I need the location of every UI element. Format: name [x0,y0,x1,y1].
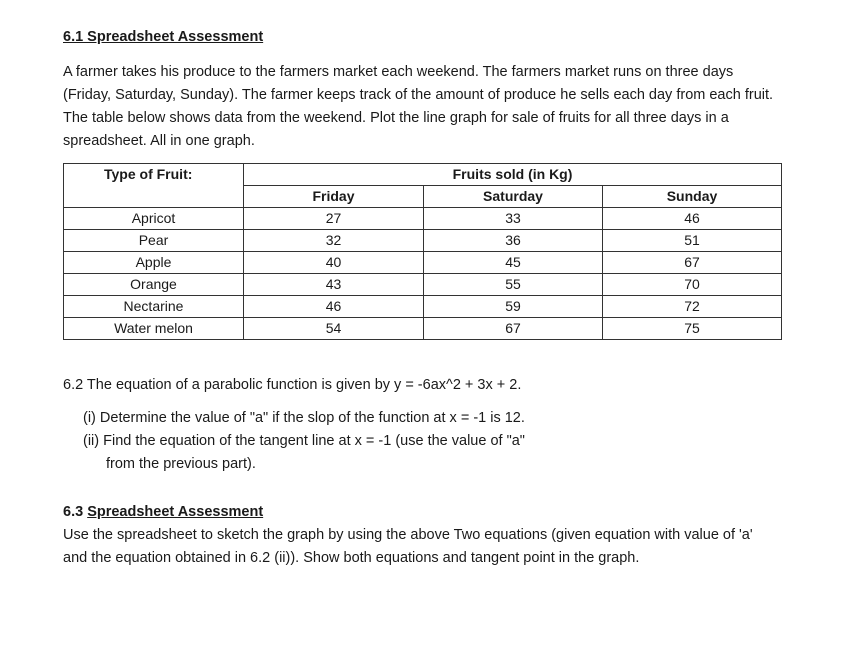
cell-sunday: 46 [603,208,782,230]
section-6-2-parts [83,407,603,476]
cell-saturday: 36 [424,230,603,252]
part-ii-text: (ii) Find the equation of the tangent line at x = -1 (use the value of "a" [83,433,525,449]
cell-friday: 40 [244,252,424,274]
document-page [63,27,783,570]
section-6-3-number: 6.3 [63,504,88,520]
cell-friday: 32 [244,230,424,252]
fruits-sold-header: Fruits sold (in Kg) [244,164,782,186]
cell-friday: 27 [244,208,424,230]
section-6-2-intro: 6.2 The equation of a parabolic function is given by y = -6ax^2 + 3x + 2. [63,377,522,393]
cell-sunday: 51 [603,230,782,252]
day-header-friday: Friday [244,186,424,208]
day-header-sunday: Sunday [603,186,782,208]
fruit-name: Orange [64,274,244,296]
cell-saturday: 45 [424,252,603,274]
cell-friday: 46 [244,296,424,318]
fruit-name: Apricot [64,208,244,230]
cell-saturday: 59 [424,296,603,318]
table-row [64,318,782,340]
section-6-3-title: Spreadsheet Assessment [87,504,264,520]
cell-friday: 54 [244,318,424,340]
cell-sunday: 75 [603,318,782,340]
table-header-row [64,164,782,186]
table-row [64,208,782,230]
cell-saturday: 33 [424,208,603,230]
section-6-3-heading [63,502,783,522]
table-row [64,274,782,296]
day-header-saturday: Saturday [424,186,603,208]
section-6-3-body: Use the spreadsheet to sketch the graph by using the above Two equations (given equation with value of 'a' and the equation obtained in 6.2 (ii)). Show both equations and tangent point in the graph. [63,527,753,566]
section-6-1-paragraph: A farmer takes his produce to the farmers market each weekend. The farmers market runs on three days (Friday, Saturday, Sunday). The farmer keeps track of the amount of produce he sells each day from each fruit. The table below shows data from the weekend. Plot the line graph for sale of fruits for all three days in a spreadsheet. All in one graph. [63,64,774,149]
fruit-name: Nectarine [64,296,244,318]
table-row [64,296,782,318]
cell-sunday: 67 [603,252,782,274]
cell-sunday: 70 [603,274,782,296]
type-of-fruit-header: Type of Fruit: [64,164,244,208]
fruit-name: Water melon [64,318,244,340]
section-6-1-heading: 6.1 Spreadsheet Assessment [63,29,264,45]
part-i-text: (i) Determine the value of "a" if the slop of the function at x = -1 is 12. [83,410,525,426]
fruit-sales-table [63,163,782,340]
fruit-name: Pear [64,230,244,252]
cell-sunday: 72 [603,296,782,318]
part-ii-continuation: from the previous part). [106,456,256,472]
table-row [64,252,782,274]
cell-saturday: 55 [424,274,603,296]
cell-friday: 43 [244,274,424,296]
cell-saturday: 67 [424,318,603,340]
fruit-name: Apple [64,252,244,274]
table-row [64,230,782,252]
